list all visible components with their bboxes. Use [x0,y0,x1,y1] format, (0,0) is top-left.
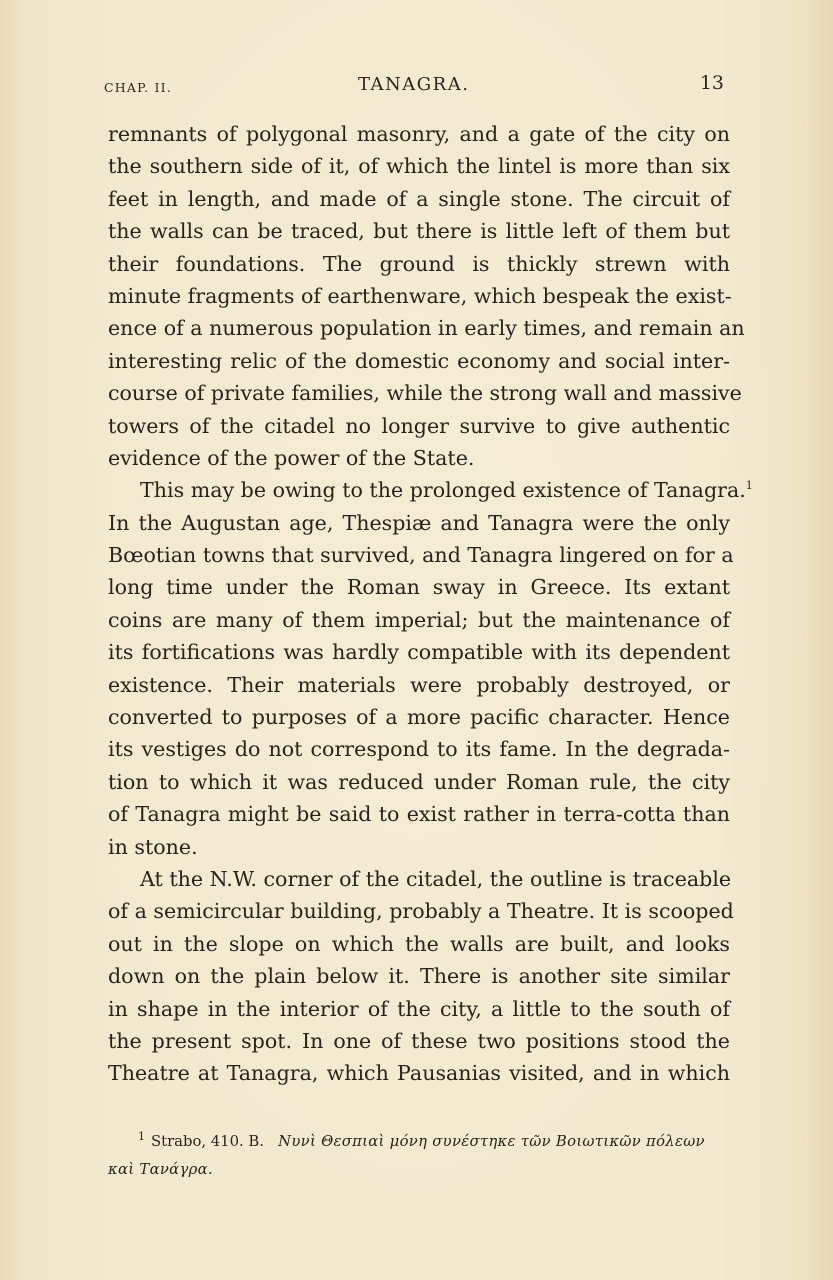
footnote-reference[interactable]: 1 [745,479,753,493]
body-text [108,118,753,1090]
text-line: interesting relic of the domestic economy and social inter- [108,348,730,373]
running-head [104,72,724,102]
text-line: of a semicircular building, probably a Theatre. It is scooped [108,899,734,924]
text-line: the present spot. In one of these two positions stood the [108,1028,730,1053]
text-line: of Tanagra might be said to exist rather in terra-cotta than [108,802,730,827]
text-line: coins are many of them imperial; but the maintenance of [108,607,730,632]
text-line: down on the plain below it. There is another site similar [108,964,730,989]
text-line: their foundations. The ground is thickly strewn with [108,251,730,276]
text-line: converted to purposes of a more pacific character. Hence [108,705,730,730]
text-line: remnants of polygonal masonry, and a gate of the city on [108,122,730,146]
text-line: evidence of the power of the State. [108,445,475,470]
text-line: tion to which it was reduced under Roman rule, the city [108,769,730,794]
text-line-with-footnote [108,474,753,506]
footnote-greek-quote-continued: καὶ Τανάγρα. [108,1161,213,1178]
text-line: feet in length, and made of a single stone. The circuit of [108,186,730,211]
footnote-marker: 1 [138,1130,145,1144]
text-line: the walls can be traced, but there is little left of them but [108,219,730,244]
text-line: This may be owing to the prolonged existence of Tanagra. [140,478,746,503]
text-line: course of private families, while the strong wall and massive [108,381,742,406]
text-line: towers of the citadel no longer survive to give authentic [108,413,730,438]
text-line: Theatre at Tanagra, which Pausanias visited, and in which [108,1061,730,1086]
text-line: Bœotian towns that survived, and Tanagra lingered on for a [108,543,734,568]
text-line: in shape in the interior of the city, a little to the south of [108,996,730,1021]
chapter-label: CHAP. II. [104,80,172,95]
text-line: long time under the Roman sway in Greece. Its extant [108,575,730,600]
text-line: its vestiges do not correspond to its fame. In the degrada- [108,737,730,762]
footnote-citation: Strabo, 410. B. [151,1133,264,1150]
footnote-line [108,1128,730,1156]
footnote [108,1128,730,1184]
text-line: At the N.W. corner of the citadel, the outline is traceable [140,866,732,891]
page-number: 13 [699,72,724,94]
text-line: existence. Their materials were probably destroyed, or [108,672,730,697]
text-line: the southern side of it, of which the lintel is more than six [108,154,730,179]
text-line: ence of a numerous population in early times, and remain an [108,316,745,341]
text-line: minute fragments of earthenware, which bespeak the exist- [108,283,732,308]
text-line: in stone. [108,834,198,859]
page-title: TANAGRA. [358,74,470,95]
footnote-line [108,1156,730,1184]
text-line: its fortifications was hardly compatible with its dependent [108,640,730,665]
footnote-greek-quote: Νυνὶ Θεσπιαὶ μόνη συνέστηκε τῶν Βοιωτικῶν πόλεων [278,1133,705,1150]
text-line: out in the slope on which the walls are built, and looks [108,931,730,956]
text-line: In the Augustan age, Thespiæ and Tanagra were the only [108,510,730,535]
